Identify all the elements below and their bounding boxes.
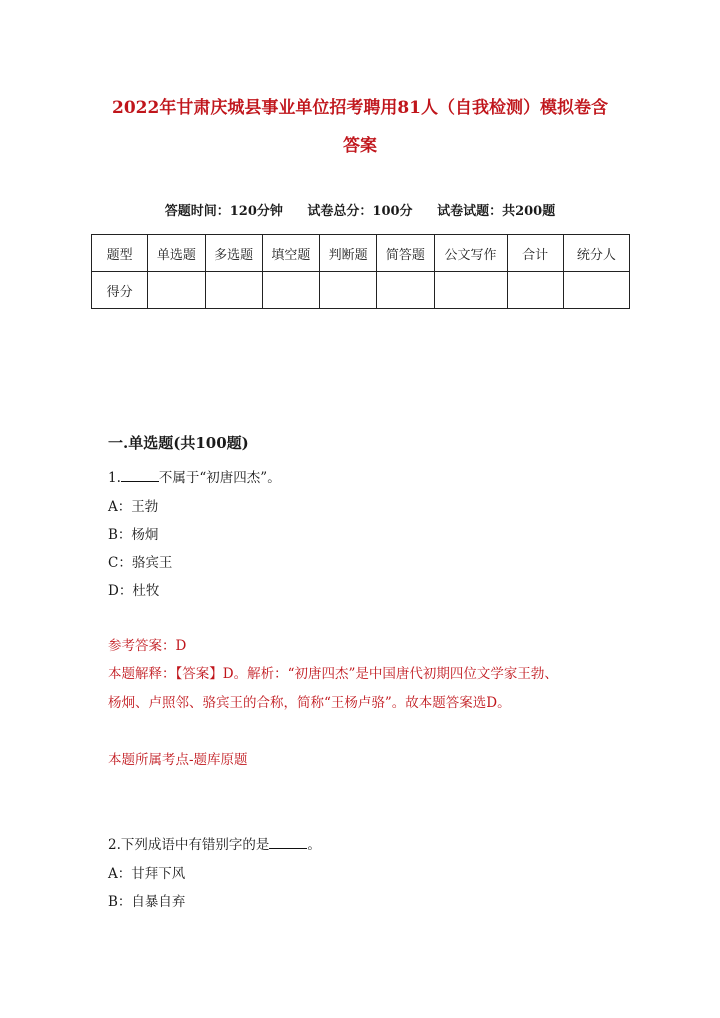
answer-blank: [121, 469, 159, 482]
score-cell: [205, 272, 262, 309]
total-score: 试卷总分：100分: [307, 204, 413, 219]
table-header-cell: 判断题: [320, 235, 377, 272]
question-1-source: 本题所属考点-题库原题: [108, 752, 248, 768]
question-2-option-a: A：甘拜下风: [108, 866, 186, 882]
score-table-score-row: [92, 272, 630, 309]
question-stem-suffix: 不属于“初唐四杰”。: [158, 470, 281, 486]
question-stem-prefix: 2.下列成语中有错别字的是: [108, 837, 270, 853]
exam-info: [90, 200, 630, 219]
question-1-answer: 参考答案：D: [108, 638, 187, 654]
table-header-cell: 填空题: [262, 235, 319, 272]
question-2-stem: [108, 833, 321, 853]
table-header-cell: 单选题: [148, 235, 205, 272]
question-1-stem: [108, 466, 281, 486]
total-questions: 试卷试题：共200题: [437, 204, 556, 219]
document-title-line1: 2022年甘肃庆城县事业单位招考聘用81人（自我检测）模拟卷含: [112, 98, 608, 118]
score-cell: [377, 272, 434, 309]
score-cell: [507, 272, 563, 309]
answer-blank: [269, 836, 307, 849]
table-header-cell: 简答题: [377, 235, 434, 272]
score-cell: [563, 272, 629, 309]
score-cell: [262, 272, 319, 309]
score-cell: [148, 272, 205, 309]
score-table-header-row: [92, 235, 630, 272]
table-header-cell: 题型: [92, 235, 148, 272]
section-title: 一.单选题(共100题): [108, 434, 249, 452]
score-cell: [434, 272, 507, 309]
question-1-option-b: B：杨炯: [108, 527, 159, 543]
table-header-cell: 多选题: [205, 235, 262, 272]
table-header-cell: 公文写作: [434, 235, 507, 272]
document-title-line2: 答案: [343, 136, 377, 156]
question-1-explanation-line2: 杨炯、卢照邻、骆宾王的合称，简称“王杨卢骆”。故本题答案选D。: [108, 695, 511, 711]
question-1-option-d: D：杜牧: [108, 583, 160, 599]
table-header-cell: 合计: [507, 235, 563, 272]
score-table: [91, 234, 630, 309]
question-1-option-a: A：王勃: [108, 499, 159, 515]
exam-time: 答题时间：120分钟: [164, 204, 283, 219]
score-row-label: 得分: [92, 272, 148, 309]
question-stem-prefix: 1.: [108, 470, 121, 486]
table-header-cell: 统分人: [563, 235, 629, 272]
question-stem-suffix: 。: [307, 837, 321, 853]
score-cell: [320, 272, 377, 309]
question-1-option-c: C：骆宾王: [108, 555, 173, 571]
question-2-option-b: B：自暴自弃: [108, 894, 186, 910]
question-1-explanation-line1: 本题解释：【答案】D。解析：“初唐四杰”是中国唐代初期四位文学家王勃、: [108, 666, 558, 682]
